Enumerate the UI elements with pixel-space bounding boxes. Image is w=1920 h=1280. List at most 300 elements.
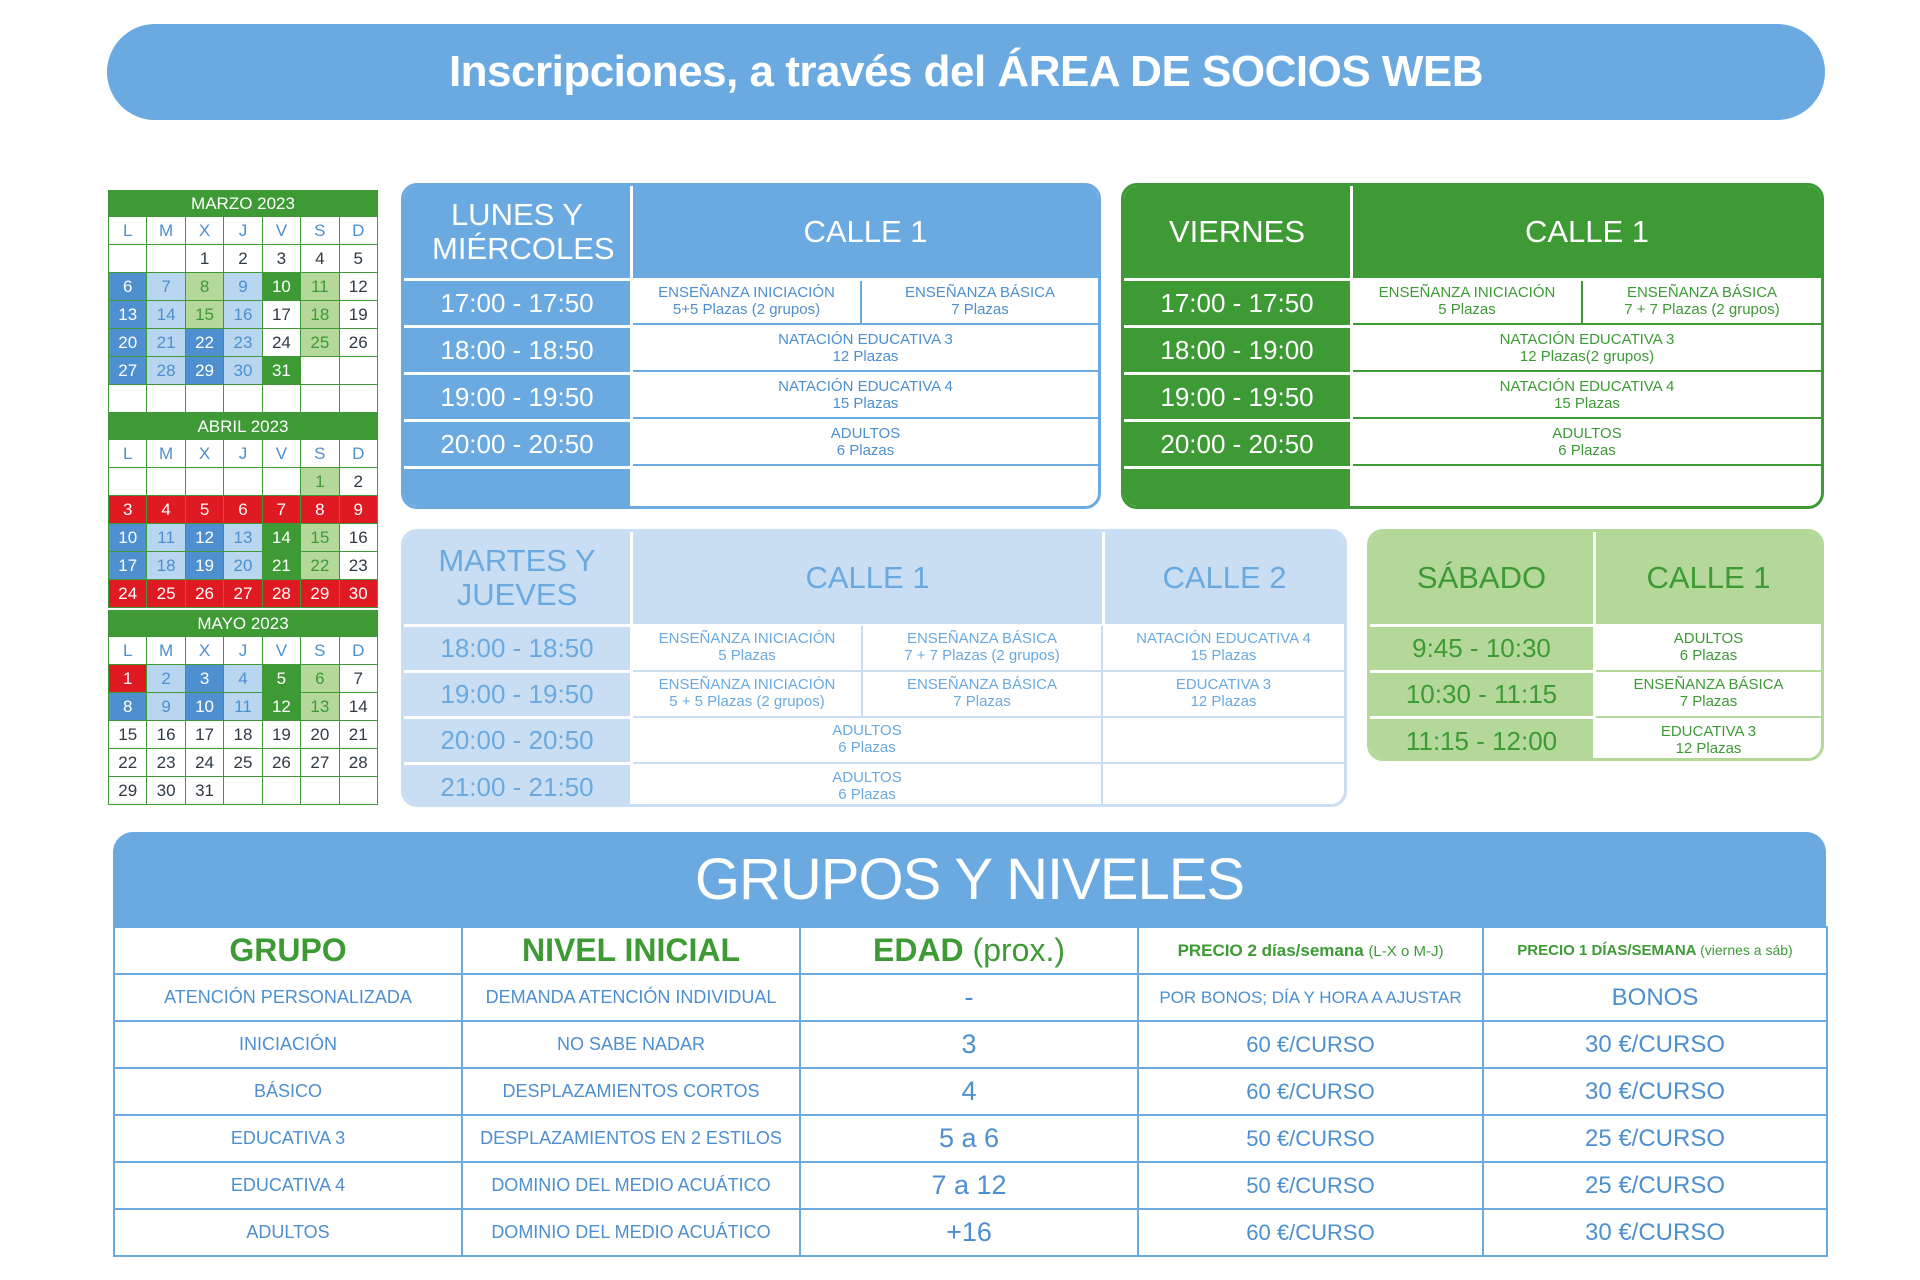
weekday-label: M xyxy=(147,637,185,665)
weekday-label: S xyxy=(301,637,339,665)
header-precio-1 xyxy=(1483,927,1827,974)
weekday-label: V xyxy=(262,440,300,468)
table-cell: INICIACIÓN xyxy=(114,1021,462,1068)
calendar-day xyxy=(301,357,339,385)
calendar-day: 30 xyxy=(147,777,185,805)
calendar-week xyxy=(109,468,378,496)
calendar-week xyxy=(109,721,378,749)
calendar-day: 22 xyxy=(301,552,339,580)
calendar-day: 14 xyxy=(262,524,300,552)
calendar-day: 4 xyxy=(224,665,262,693)
table-row xyxy=(114,1068,1827,1115)
calendar-day xyxy=(262,385,300,413)
table-cell: - xyxy=(800,974,1138,1021)
class-places: 12 Plazas xyxy=(1675,740,1742,757)
table-row xyxy=(114,1115,1827,1162)
calendar-day xyxy=(147,468,185,496)
calendar-day: 4 xyxy=(301,245,339,273)
calendar-week xyxy=(109,552,378,580)
calendar-day xyxy=(262,468,300,496)
table-row xyxy=(114,1162,1827,1209)
header-nivel: NIVEL INICIAL xyxy=(462,927,800,974)
calendar-day: 25 xyxy=(147,580,185,608)
time-slot: 9:45 - 10:30 xyxy=(1370,627,1593,670)
class-places: 5 Plazas xyxy=(718,647,776,664)
calendar-day: 23 xyxy=(339,552,377,580)
calendar-day: 27 xyxy=(224,580,262,608)
table-cell: DOMINIO DEL MEDIO ACUÁTICO xyxy=(462,1209,800,1256)
weekday-label: X xyxy=(185,217,223,245)
class-cell xyxy=(1353,374,1821,419)
class-places: 6 Plazas xyxy=(1679,647,1738,664)
class-cell xyxy=(1103,626,1344,672)
table-cell: 30 €/CURSO xyxy=(1483,1021,1827,1068)
calendar-week xyxy=(109,580,378,608)
class-name: ENSEÑANZA BÁSICA xyxy=(906,630,1058,648)
calendar-day: 9 xyxy=(147,693,185,721)
table-cell: DESPLAZAMIENTOS CORTOS xyxy=(462,1068,800,1115)
class-name: NATACIÓN EDUCATIVA 4 xyxy=(778,377,953,395)
calendar-day: 18 xyxy=(224,721,262,749)
table-cell: 30 €/CURSO xyxy=(1483,1209,1827,1256)
day-header xyxy=(1370,532,1593,624)
calendar-day: 25 xyxy=(301,329,339,357)
lane-header xyxy=(1596,532,1821,624)
calendar-day: 6 xyxy=(224,496,262,524)
calendar-day: 27 xyxy=(109,357,147,385)
table-cell: ADULTOS xyxy=(114,1209,462,1256)
table-cell: EDUCATIVA 4 xyxy=(114,1162,462,1209)
time-slot: 20:00 - 20:50 xyxy=(404,719,630,762)
header-edad-note: (prox.) xyxy=(972,932,1065,968)
class-places: 15 Plazas xyxy=(832,394,899,412)
class-name: ADULTOS xyxy=(1552,424,1622,442)
calendar-day: 11 xyxy=(224,693,262,721)
table-cell: 7 a 12 xyxy=(800,1162,1138,1209)
calendar-day: 19 xyxy=(339,301,377,329)
calendar-day xyxy=(262,777,300,805)
class-cell xyxy=(633,327,1098,372)
day-header xyxy=(404,186,630,278)
calendar-day: 13 xyxy=(109,301,147,329)
calendar-day xyxy=(339,777,377,805)
time-slot: 20:00 - 20:50 xyxy=(1124,422,1350,466)
calendar-day xyxy=(185,385,223,413)
time-slot: 18:00 - 18:50 xyxy=(404,328,630,372)
class-name: ENSEÑANZA BÁSICA xyxy=(1633,676,1784,694)
calendar-day: 11 xyxy=(147,524,185,552)
calendar-day xyxy=(301,385,339,413)
calendar-day: 18 xyxy=(301,301,339,329)
weekday-label: X xyxy=(185,440,223,468)
class-cell xyxy=(1353,327,1821,372)
calendar-day: 27 xyxy=(301,749,339,777)
class-cell xyxy=(1596,626,1821,672)
calendar-day: 30 xyxy=(339,580,377,608)
calendar-day: 8 xyxy=(301,496,339,524)
calendar-day: 1 xyxy=(301,468,339,496)
calendar-day: 21 xyxy=(262,552,300,580)
class-places: 7 Plazas xyxy=(953,693,1011,710)
calendar-day: 29 xyxy=(109,777,147,805)
lane-label: CALLE 1 xyxy=(1646,559,1771,595)
calendar-day: 24 xyxy=(185,749,223,777)
time-slot: 18:00 - 18:50 xyxy=(404,627,630,670)
calendar-day: 15 xyxy=(185,301,223,329)
calendar-week xyxy=(109,777,378,805)
time-slot: 19:00 - 19:50 xyxy=(404,673,630,716)
class-places: 5 + 5 Plazas (2 grupos) xyxy=(669,693,825,710)
calendar-week xyxy=(109,524,378,552)
calendar-day: 14 xyxy=(147,301,185,329)
calendar-day xyxy=(224,385,262,413)
class-name: NATACIÓN EDUCATIVA 3 xyxy=(778,330,953,348)
calendar-day: 21 xyxy=(147,329,185,357)
table-cell: DOMINIO DEL MEDIO ACUÁTICO xyxy=(462,1162,800,1209)
time-slot: 21:00 - 21:50 xyxy=(404,765,630,807)
calendar-week xyxy=(109,665,378,693)
class-places: 12 Plazas xyxy=(1190,693,1257,710)
class-name: NATACIÓN EDUCATIVA 3 xyxy=(1499,330,1675,348)
groups-header-row xyxy=(114,927,1827,974)
calendar-day: 14 xyxy=(339,693,377,721)
table-cell: 50 €/CURSO xyxy=(1138,1115,1483,1162)
lane-label: CALLE 1 xyxy=(1524,213,1650,249)
calendar-day xyxy=(109,385,147,413)
day-label: MARTES Y JUEVES xyxy=(438,542,596,612)
table-row xyxy=(114,974,1827,1021)
table-cell: 60 €/CURSO xyxy=(1138,1209,1483,1256)
calendar-day: 12 xyxy=(262,693,300,721)
calendar-day: 9 xyxy=(224,273,262,301)
calendar-day xyxy=(301,777,339,805)
weekday-label: D xyxy=(339,637,377,665)
calendar-day: 17 xyxy=(185,721,223,749)
calendar-day xyxy=(339,357,377,385)
calendar-day: 10 xyxy=(262,273,300,301)
calendar-day: 17 xyxy=(109,552,147,580)
class-cell xyxy=(1596,718,1821,761)
class-cell xyxy=(1583,281,1821,325)
class-places: 5 Plazas xyxy=(1438,301,1496,318)
class-cell xyxy=(633,421,1098,466)
lane-header xyxy=(633,186,1098,278)
calendar-day: 28 xyxy=(339,749,377,777)
weekday-label: M xyxy=(147,440,185,468)
day-label: SÁBADO xyxy=(1416,559,1547,595)
calendar-day: 6 xyxy=(109,273,147,301)
calendar-day: 3 xyxy=(185,665,223,693)
calendar-day xyxy=(224,777,262,805)
time-slot: 19:00 - 19:50 xyxy=(1124,375,1350,419)
calendar-day: 22 xyxy=(185,329,223,357)
class-places: 6 Plazas xyxy=(1558,441,1616,459)
table-row xyxy=(114,1021,1827,1068)
class-cell xyxy=(863,672,1103,718)
calendar-table xyxy=(108,610,378,805)
calendar-day: 8 xyxy=(185,273,223,301)
calendar-week xyxy=(109,496,378,524)
time-slot: 11:15 - 12:00 xyxy=(1370,719,1593,761)
calendar-day: 20 xyxy=(109,329,147,357)
class-name: ENSEÑANZA INICIACIÓN xyxy=(658,630,836,648)
time-slot: 17:00 - 17:50 xyxy=(404,281,630,325)
table-cell: 4 xyxy=(800,1068,1138,1115)
calendar-day: 17 xyxy=(262,301,300,329)
calendar-week xyxy=(109,749,378,777)
table-cell: BÁSICO xyxy=(114,1068,462,1115)
calendar-day: 26 xyxy=(185,580,223,608)
calendar-day: 9 xyxy=(339,496,377,524)
weekday-label: S xyxy=(301,440,339,468)
class-cell xyxy=(1596,672,1821,718)
groups-title: GRUPOS Y NIVELES xyxy=(113,832,1826,926)
lane-label: CALLE 2 xyxy=(1162,559,1287,595)
class-name: ADULTOS xyxy=(832,722,902,740)
class-places: 7 + 7 Plazas (2 grupos) xyxy=(1624,301,1780,318)
calendar-day: 3 xyxy=(109,496,147,524)
weekday-label: V xyxy=(262,637,300,665)
calendar-week xyxy=(109,245,378,273)
class-cell xyxy=(1353,281,1583,325)
calendar-day: 23 xyxy=(147,749,185,777)
calendar-day: 1 xyxy=(109,665,147,693)
calendar-day xyxy=(224,468,262,496)
header-precio-1-label: PRECIO 1 DÍAS/SEMANA xyxy=(1517,942,1696,959)
calendar-day: 21 xyxy=(339,721,377,749)
class-places: 6 Plazas xyxy=(836,441,895,459)
class-name: EDUCATIVA 3 xyxy=(1175,676,1272,694)
header-edad-label: EDAD xyxy=(872,932,964,968)
class-name: EDUCATIVA 3 xyxy=(1660,723,1757,741)
class-cell xyxy=(1103,672,1344,718)
weekday-label: J xyxy=(224,217,262,245)
class-name: ENSEÑANZA BÁSICA xyxy=(906,676,1058,694)
header-precio-2-note: (L-X o M-J) xyxy=(1368,942,1444,960)
calendar-week xyxy=(109,273,378,301)
time-slot: 20:00 - 20:50 xyxy=(404,422,630,466)
class-places: 6 Plazas xyxy=(838,739,896,756)
table-cell: 5 a 6 xyxy=(800,1115,1138,1162)
header-edad xyxy=(800,927,1138,974)
day-label: VIERNES xyxy=(1168,213,1306,249)
time-slot-empty xyxy=(404,469,630,509)
class-places: 12 Plazas(2 grupos) xyxy=(1519,347,1655,365)
time-slot: 10:30 - 11:15 xyxy=(1370,673,1593,716)
class-cell-empty xyxy=(1103,718,1344,764)
class-cell xyxy=(633,626,863,672)
class-name: ADULTOS xyxy=(830,424,901,442)
calendar-week xyxy=(109,357,378,385)
calendar-day xyxy=(109,245,147,273)
calendar-month-title: MAYO 2023 xyxy=(109,611,378,637)
calendar-day: 16 xyxy=(339,524,377,552)
class-name: NATACIÓN EDUCATIVA 4 xyxy=(1499,377,1675,395)
weekday-label: J xyxy=(224,440,262,468)
class-name: ADULTOS xyxy=(832,769,902,787)
calendar-day: 5 xyxy=(339,245,377,273)
calendar-day: 23 xyxy=(224,329,262,357)
calendar-day: 7 xyxy=(339,665,377,693)
class-cell xyxy=(633,672,863,718)
calendar-day: 30 xyxy=(224,357,262,385)
class-name: ENSEÑANZA INICIACIÓN xyxy=(658,676,836,694)
calendar-day: 15 xyxy=(109,721,147,749)
table-cell: POR BONOS; DÍA Y HORA A AJUSTAR xyxy=(1138,974,1483,1021)
calendar-day: 7 xyxy=(262,496,300,524)
calendar-day: 16 xyxy=(147,721,185,749)
calendar-week xyxy=(109,329,378,357)
class-cell xyxy=(633,764,1103,807)
calendar-day: 20 xyxy=(224,552,262,580)
calendar-day: 20 xyxy=(301,721,339,749)
calendar-week xyxy=(109,301,378,329)
header-precio-1-note: (viernes a sáb) xyxy=(1700,942,1793,958)
calendar-day: 2 xyxy=(224,245,262,273)
calendar-day: 25 xyxy=(224,749,262,777)
calendar-day: 12 xyxy=(185,524,223,552)
groups-table xyxy=(113,926,1828,1257)
class-places: 15 Plazas xyxy=(1190,647,1257,664)
calendar-day: 18 xyxy=(147,552,185,580)
weekday-label: J xyxy=(224,637,262,665)
class-places: 15 Plazas xyxy=(1554,394,1620,412)
calendar-day: 28 xyxy=(147,357,185,385)
header-precio-2 xyxy=(1138,927,1483,974)
calendar-day xyxy=(147,245,185,273)
calendar-day: 16 xyxy=(224,301,262,329)
weekday-label: L xyxy=(109,440,147,468)
table-cell: 3 xyxy=(800,1021,1138,1068)
calendar-month xyxy=(108,413,378,608)
calendar-month xyxy=(108,610,378,805)
calendar-day: 26 xyxy=(262,749,300,777)
table-cell: 25 €/CURSO xyxy=(1483,1115,1827,1162)
class-places: 12 Plazas xyxy=(832,347,899,365)
table-row xyxy=(114,1209,1827,1256)
calendar-day: 24 xyxy=(109,580,147,608)
calendar-day: 3 xyxy=(262,245,300,273)
table-cell: DEMANDA ATENCIÓN INDIVIDUAL xyxy=(462,974,800,1021)
table-cell: 60 €/CURSO xyxy=(1138,1021,1483,1068)
calendar-day: 4 xyxy=(147,496,185,524)
weekday-label: S xyxy=(301,217,339,245)
calendar-month-title: ABRIL 2023 xyxy=(109,414,378,440)
calendar-day: 5 xyxy=(262,665,300,693)
calendar-day: 2 xyxy=(147,665,185,693)
class-cell xyxy=(1353,421,1821,466)
calendar-day: 26 xyxy=(339,329,377,357)
calendar-month xyxy=(108,190,378,413)
calendar-month-title: MARZO 2023 xyxy=(109,191,378,217)
calendar-day xyxy=(147,385,185,413)
time-slot: 17:00 - 17:50 xyxy=(1124,281,1350,325)
class-name: NATACIÓN EDUCATIVA 4 xyxy=(1136,630,1311,648)
class-name: ENSEÑANZA BÁSICA xyxy=(1626,284,1778,302)
calendar-day: 5 xyxy=(185,496,223,524)
time-slot-empty xyxy=(1124,469,1350,509)
calendar-day: 8 xyxy=(109,693,147,721)
day-header xyxy=(404,532,630,624)
schedule-martes-jueves xyxy=(401,529,1347,807)
calendar-day: 24 xyxy=(262,329,300,357)
calendar-day: 31 xyxy=(262,357,300,385)
table-cell: +16 xyxy=(800,1209,1138,1256)
calendar-day: 15 xyxy=(301,524,339,552)
calendar-day: 10 xyxy=(109,524,147,552)
table-cell: EDUCATIVA 3 xyxy=(114,1115,462,1162)
calendar-day: 10 xyxy=(185,693,223,721)
calendar-day xyxy=(339,385,377,413)
lane-label: CALLE 1 xyxy=(805,559,930,595)
class-name: ENSEÑANZA INICIACIÓN xyxy=(658,284,835,302)
weekday-label: X xyxy=(185,637,223,665)
calendar-day: 1 xyxy=(185,245,223,273)
weekday-label: D xyxy=(339,217,377,245)
class-cell xyxy=(633,281,862,325)
lane-label: CALLE 1 xyxy=(803,213,928,249)
lane-header xyxy=(633,532,1102,624)
schedule-viernes xyxy=(1121,183,1824,509)
time-slot: 18:00 - 19:00 xyxy=(1124,328,1350,372)
table-cell: ATENCIÓN PERSONALIZADA xyxy=(114,974,462,1021)
calendar-day: 13 xyxy=(224,524,262,552)
class-places: 7 Plazas xyxy=(951,301,1009,318)
class-cell xyxy=(863,626,1103,672)
calendar-day: 2 xyxy=(339,468,377,496)
table-cell: BONOS xyxy=(1483,974,1827,1021)
table-cell: 25 €/CURSO xyxy=(1483,1162,1827,1209)
weekday-label: D xyxy=(339,440,377,468)
calendar-day xyxy=(109,468,147,496)
table-cell: 60 €/CURSO xyxy=(1138,1068,1483,1115)
header-grupo: GRUPO xyxy=(114,927,462,974)
class-name: ENSEÑANZA INICIACIÓN xyxy=(1378,284,1556,302)
calendar-day: 13 xyxy=(301,693,339,721)
calendar-day: 28 xyxy=(262,580,300,608)
class-name: ENSEÑANZA BÁSICA xyxy=(904,284,1056,302)
class-cell xyxy=(862,281,1098,325)
calendar-week xyxy=(109,693,378,721)
class-cell xyxy=(633,718,1103,764)
calendar-day: 19 xyxy=(262,721,300,749)
schedule-lunes-miercoles xyxy=(401,183,1101,509)
class-places: 7 + 7 Plazas (2 grupos) xyxy=(904,647,1060,664)
calendar-day: 19 xyxy=(185,552,223,580)
table-cell: NO SABE NADAR xyxy=(462,1021,800,1068)
calendar-week xyxy=(109,385,378,413)
lane-header xyxy=(1353,186,1821,278)
header-precio-2-label: PRECIO 2 días/semana xyxy=(1177,940,1364,960)
lane-header xyxy=(1105,532,1344,624)
calendar-table xyxy=(108,190,378,413)
table-cell: DESPLAZAMIENTOS EN 2 ESTILOS xyxy=(462,1115,800,1162)
calendar-day: 6 xyxy=(301,665,339,693)
table-cell: 50 €/CURSO xyxy=(1138,1162,1483,1209)
class-places: 7 Plazas xyxy=(1679,693,1738,710)
weekday-label: M xyxy=(147,217,185,245)
calendar-day xyxy=(185,468,223,496)
calendar-day: 29 xyxy=(185,357,223,385)
weekday-label: L xyxy=(109,217,147,245)
weekday-label: L xyxy=(109,637,147,665)
class-name: ADULTOS xyxy=(1673,630,1744,648)
class-places: 5+5 Plazas (2 grupos) xyxy=(672,301,821,318)
calendar-day: 12 xyxy=(339,273,377,301)
weekday-label: V xyxy=(262,217,300,245)
day-label: LUNES Y MIÉRCOLES xyxy=(432,196,615,266)
calendar-day: 7 xyxy=(147,273,185,301)
